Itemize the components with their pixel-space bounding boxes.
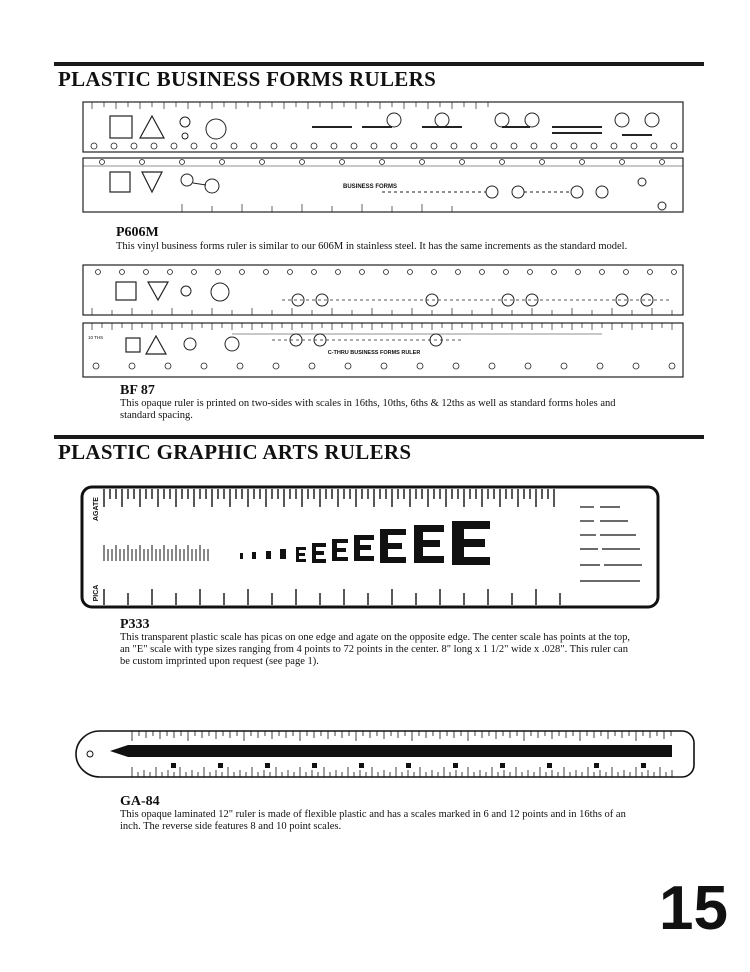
p606m-ruler-label: BUSINESS FORMS (342, 184, 398, 190)
section-title-graphic-arts: PLASTIC GRAPHIC ARTS RULERS (58, 440, 412, 464)
p333-description: This transparent plastic scale has picas on one edge and agate on the opposite edge. The center scale has points at the top, an "E" scale with type sizes ranging from 4 points to 72 points in the center. 8" long x 1 1/2" wide x .028". This ruler can be custom imprinted upon request (see page 1). (120, 632, 631, 667)
ga84-description: This opaque laminated 12" ruler is made of flexible plastic and has a scales marked in 6 and 12 points and in 16ths of an inch. The reverse side features 8 and 10 point scales. (120, 809, 626, 832)
ga84-ruler-image (72, 727, 698, 781)
p333-agate-label: AGATE (93, 497, 100, 521)
ga84-name: GA-84 (120, 794, 160, 809)
bf87-description: This opaque ruler is printed on two-sides with scales in 16ths, 10ths, 6ths & 12ths as well as standard forms holes and standard spacing. (120, 398, 616, 421)
p606m-ruler-image (82, 100, 688, 216)
p333-ruler-image (80, 485, 662, 611)
bf87-scale-label: 10 THS (88, 335, 104, 340)
section-title-business-forms: PLASTIC BUSINESS FORMS RULERS (58, 67, 437, 91)
bf87-name: BF 87 (120, 383, 155, 398)
bf87-ruler-label: C-THRU BUSINESS FORMS RULER (327, 350, 421, 356)
page-number: 15 (659, 874, 728, 943)
p333-name: P333 (120, 617, 150, 632)
section-rule-top (54, 62, 704, 66)
section-rule-middle (54, 435, 704, 439)
p333-pica-label: PICA (93, 584, 100, 602)
bf87-ruler-image (82, 264, 688, 380)
p606m-name: P606M (116, 225, 159, 240)
p606m-description: This vinyl business forms ruler is similar to our 606M in stainless steel. It has the same increments as the standard model. (116, 241, 628, 252)
